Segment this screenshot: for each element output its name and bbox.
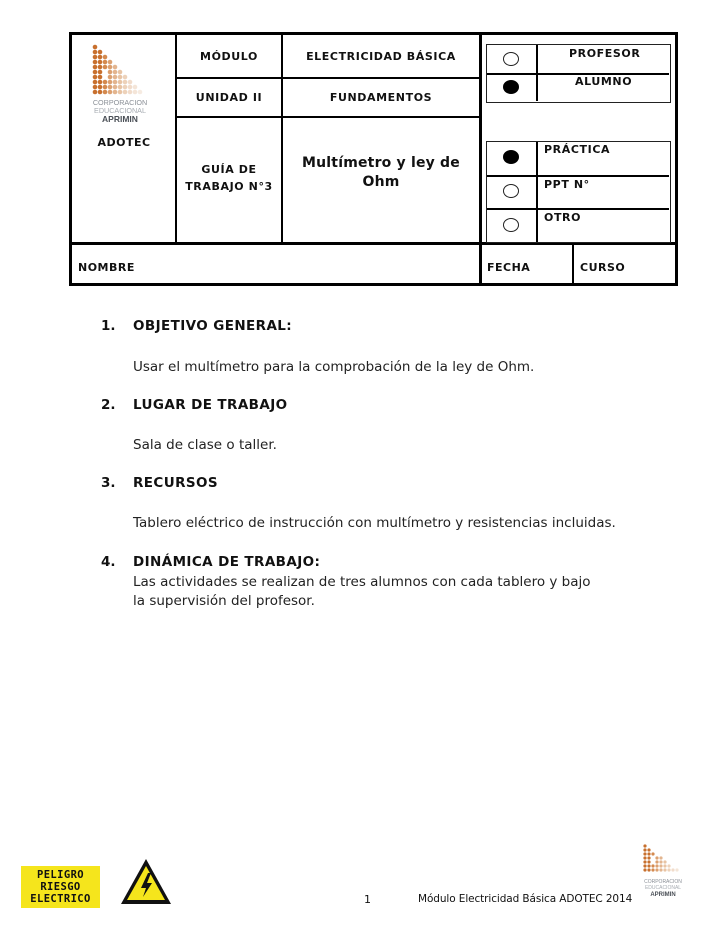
- alumno-radio[interactable]: [503, 80, 519, 94]
- badge-line: RIESGO: [40, 881, 81, 893]
- unit-value: FUNDAMENTOS: [329, 91, 433, 104]
- aprimin-logo-icon: [640, 843, 686, 901]
- divider: [487, 208, 669, 210]
- section-body: Las actividades se realizan de tres alumnos con cada tablero y bajo: [133, 574, 591, 590]
- svg-text:APRIMIN: APRIMIN: [650, 892, 676, 898]
- badge-line: PELIGRO: [36, 869, 85, 881]
- organization-name: ADOTEC: [97, 136, 151, 149]
- section-number: 3.: [101, 475, 116, 491]
- audience-options-box: [486, 44, 671, 103]
- ppt-radio[interactable]: [503, 184, 519, 198]
- divider: [572, 243, 574, 283]
- svg-text:EDUCACIONAL: EDUCACIONAL: [644, 885, 682, 891]
- section-title: OBJETIVO GENERAL:: [133, 318, 293, 334]
- svg-text:EDUCACIONAL: EDUCACIONAL: [94, 106, 146, 115]
- section-number: 4.: [101, 554, 116, 570]
- aprimin-logo-icon: [87, 43, 153, 128]
- section-body: la supervisión del profesor.: [133, 593, 315, 609]
- type-options-box: [486, 141, 671, 243]
- unit-label: UNIDAD II: [195, 91, 263, 104]
- alumno-label: ALUMNO: [575, 75, 633, 88]
- section-title: DINÁMICA DE TRABAJO:: [133, 554, 321, 570]
- section-body: Tablero eléctrico de instrucción con multímetro y resistencias incluidas.: [133, 515, 616, 531]
- practica-radio[interactable]: [503, 150, 519, 164]
- otro-radio[interactable]: [503, 218, 519, 232]
- section-title: LUGAR DE TRABAJO: [133, 397, 288, 413]
- module-label: MÓDULO: [200, 49, 258, 63]
- otro-label: OTRO: [544, 211, 582, 224]
- badge-line: ELECTRICO: [30, 893, 91, 905]
- page-number: 1: [364, 893, 371, 906]
- section-body: Sala de clase o taller.: [133, 437, 277, 453]
- ppt-label: PPT N°: [544, 178, 590, 191]
- course-field-label: CURSO: [580, 261, 626, 274]
- module-value: ELECTRICIDAD BÁSICA: [306, 49, 456, 63]
- practica-label: PRÁCTICA: [544, 143, 611, 156]
- section-body: Usar el multímetro para la comprobación de la ley de Ohm.: [133, 359, 535, 375]
- danger-electric-risk-badge: [21, 866, 100, 908]
- header-table: [69, 32, 678, 286]
- divider: [536, 142, 538, 242]
- svg-text:CORPORACION: CORPORACION: [92, 98, 148, 107]
- divider: [479, 35, 482, 283]
- date-field-label: FECHA: [487, 261, 531, 274]
- guide-label: GUÍA DE TRABAJO N°3: [185, 163, 273, 193]
- name-field-label: NOMBRE: [78, 261, 135, 274]
- footer-text: Módulo Electricidad Básica ADOTEC 2014: [418, 893, 633, 905]
- section-number: 2.: [101, 397, 116, 413]
- profesor-radio[interactable]: [503, 52, 519, 66]
- svg-text:APRIMIN: APRIMIN: [102, 114, 138, 124]
- divider: [487, 175, 669, 177]
- guide-title: Multímetro y ley de Ohm: [302, 155, 460, 190]
- section-number: 1.: [101, 318, 116, 334]
- high-voltage-warning-icon: [119, 857, 173, 907]
- section-title: RECURSOS: [133, 475, 219, 491]
- svg-text:CORPORACION: CORPORACION: [644, 879, 682, 885]
- profesor-label: PROFESOR: [569, 47, 641, 60]
